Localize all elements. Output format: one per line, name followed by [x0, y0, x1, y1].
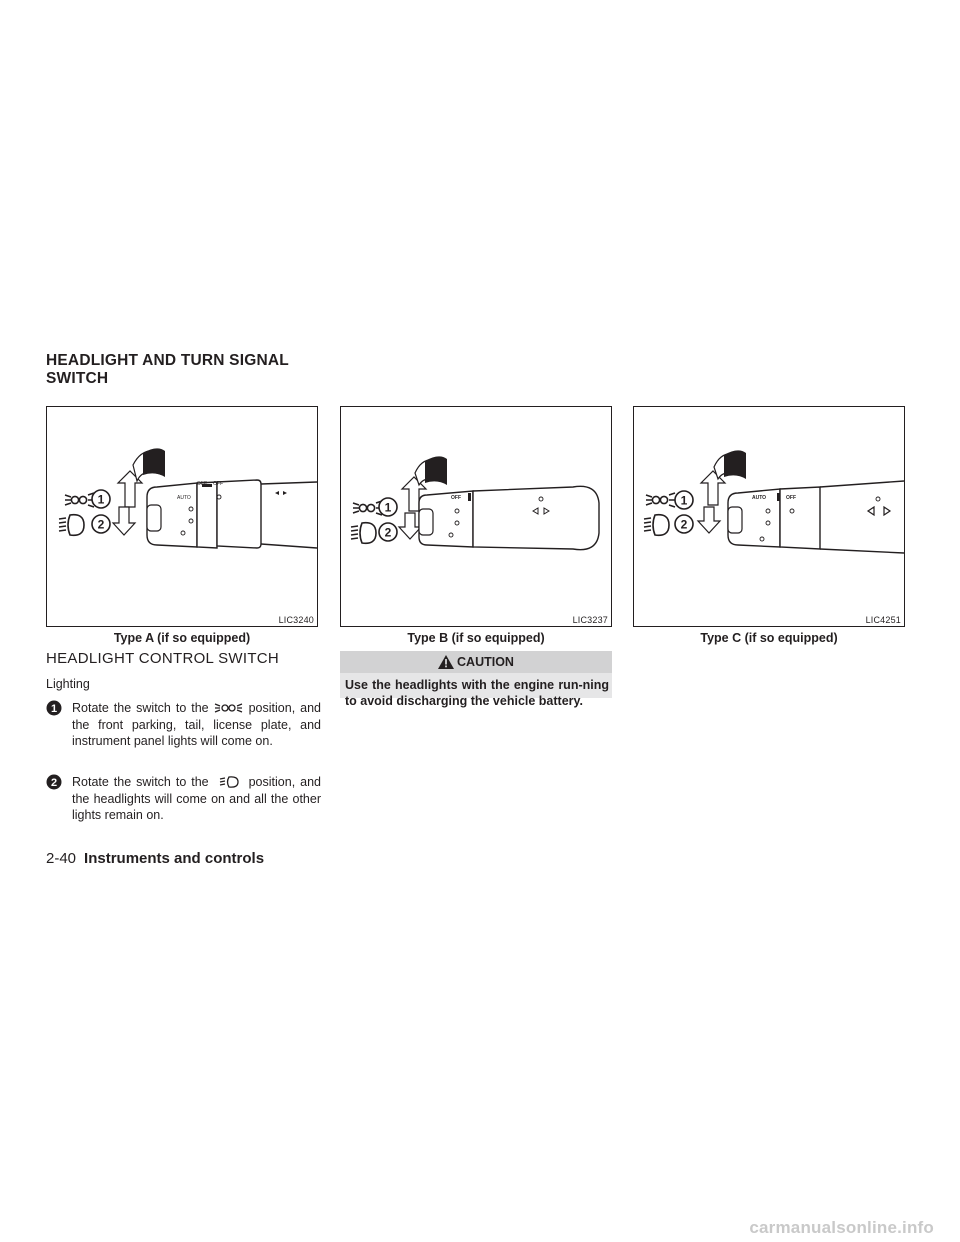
step-1-text-before: Rotate the switch to the — [72, 701, 209, 715]
label-auto: AUTO — [752, 495, 767, 501]
step-number-2: 2 — [50, 777, 58, 789]
section-title — [46, 352, 346, 388]
step-1-text — [72, 700, 321, 750]
stalk-illustration-b — [341, 407, 611, 626]
step-number-1-icon — [46, 700, 62, 716]
parking-lights-icon — [214, 701, 244, 715]
figure-code: LIC3240 — [278, 615, 314, 625]
page-footer — [46, 850, 264, 867]
headlight-icon — [214, 775, 244, 789]
figure-code: LIC4251 — [865, 615, 901, 625]
figure-type-a — [46, 406, 318, 627]
callout-2: 2 — [384, 525, 392, 540]
stalk-illustration-a — [47, 407, 317, 626]
figure-code: LIC3237 — [572, 615, 608, 625]
section-title-line-2: SWITCH — [46, 370, 109, 387]
label-off-1: OFF — [197, 481, 207, 487]
section-title-line-1: HEADLIGHT AND TURN SIGNAL — [46, 352, 289, 369]
label-auto: AUTO — [177, 495, 191, 501]
chapter-title: Instruments and controls — [84, 850, 265, 867]
page-number: 2-40 — [46, 850, 77, 867]
headlight-icon — [59, 515, 84, 536]
caution-text: Use the headlights with the engine run-ning to avoid discharging the vehicle battery. — [345, 678, 609, 708]
parking-lights-icon — [353, 501, 382, 515]
stalk-illustration-c — [634, 407, 904, 626]
figure-type-c — [633, 406, 905, 627]
step-1-text-after: position, and the front parking, tail, license plate, and instrument panel lights will come on. — [72, 701, 321, 748]
step-2-text-before: Rotate the switch to the — [72, 775, 209, 789]
figure-type-b — [340, 406, 612, 627]
headlight-icon — [351, 523, 376, 544]
warning-icon — [438, 655, 454, 669]
headlight-icon — [644, 515, 669, 536]
heading-headlight-control-switch: HEADLIGHT CONTROL SWITCH — [46, 650, 280, 667]
figure-caption-b: Type B (if so equipped) — [407, 631, 545, 645]
callout-2: 2 — [97, 517, 105, 532]
step-2 — [46, 774, 321, 824]
step-2-text — [72, 774, 321, 824]
label-off-1: OFF — [451, 495, 461, 501]
callout-1: 1 — [680, 493, 688, 508]
callout-1: 1 — [97, 492, 105, 507]
step-number-2-icon — [46, 774, 62, 790]
step-1 — [46, 700, 321, 750]
figure-caption-a: Type A (if so equipped) — [113, 631, 251, 645]
watermark: carmanualsonline.info — [749, 1218, 934, 1237]
label-off-2: OFF — [213, 481, 223, 487]
parking-lights-icon — [646, 493, 675, 507]
callout-1: 1 — [384, 500, 392, 515]
subheading-lighting: Lighting — [46, 677, 90, 691]
step-2-text-after: position, and the headlights will come on and all the other lights remain on. — [72, 775, 321, 822]
parking-lights-icon — [65, 493, 94, 507]
figure-caption-c: Type C (if so equipped) — [700, 631, 838, 645]
caution-title: CAUTION — [457, 655, 514, 669]
caution-header — [340, 651, 612, 673]
step-number-1: 1 — [50, 703, 58, 715]
callout-2: 2 — [680, 517, 688, 532]
label-off-1: OFF — [786, 495, 796, 501]
